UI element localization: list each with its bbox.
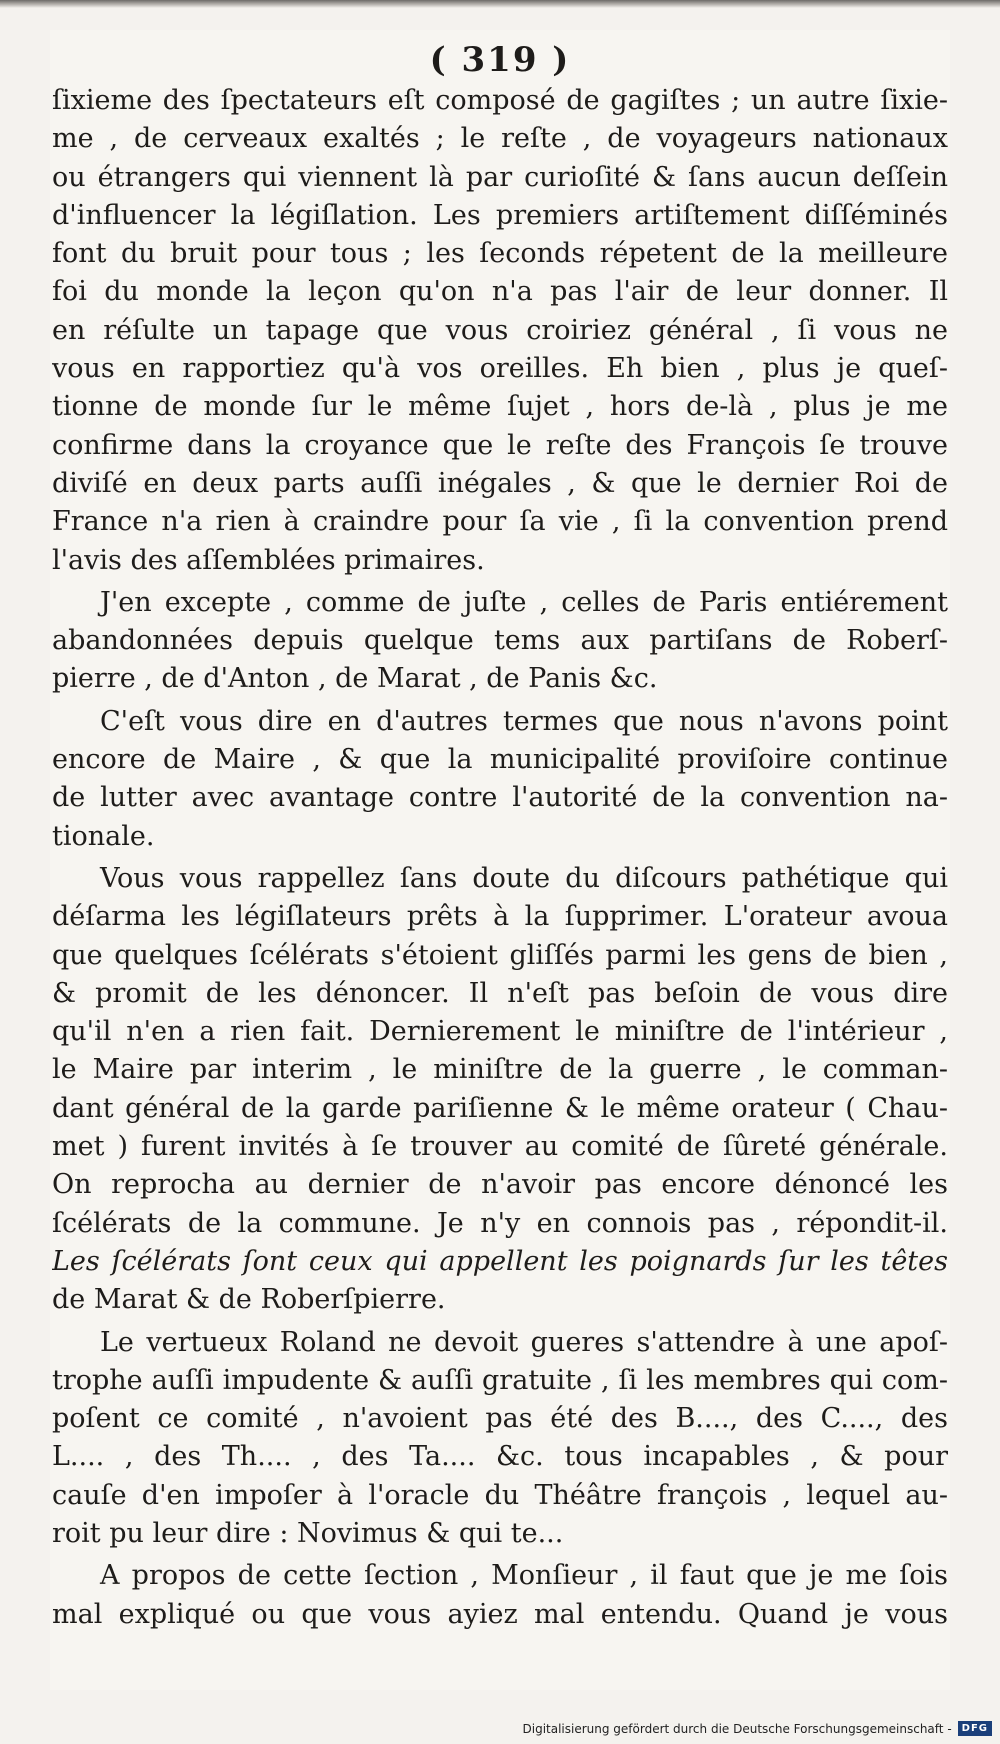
text-line: le Maire par interim , le miniſtre de la guerre , le comman- bbox=[52, 1054, 948, 1086]
text-line: ſcélérats de la commune. Je n'y en connois pas , répondit-il. bbox=[52, 1207, 948, 1239]
text-line: en réſulte un tapage que vous croiriez général , ſi vous ne bbox=[52, 314, 948, 346]
text-line: ſixieme des ſpectateurs eſt composé de gagiſtes ; un autre ſixie- bbox=[52, 85, 948, 116]
text-line: encore de Maire , & que la municipalité proviſoire continue bbox=[52, 744, 948, 776]
text-line: qu'il n'en a rien fait. Dernierement le miniſtre de l'intérieur , bbox=[52, 1016, 948, 1048]
text-line: diviſé en deux parts auſſi inégales , & que le dernier Roi de bbox=[52, 467, 948, 499]
text-line: L.... , des Th.... , des Ta.... &c. tous incapables , & pour bbox=[52, 1441, 948, 1473]
text-line: poſent ce comité , n'avoient pas été des B...., des C...., des bbox=[52, 1403, 948, 1435]
text-line: tionne de monde ſur le même ſujet , hors de-là , plus je me bbox=[52, 391, 948, 423]
text-line: C'eſt vous dire en d'autres termes que nous n'avons point bbox=[100, 705, 948, 737]
digitization-footer bbox=[523, 1721, 993, 1736]
text-line: roit pu leur dire : Novimus & qui te... bbox=[52, 1517, 564, 1549]
text-line: met ) furent invités à ſe trouver au comité de ſûreté générale. bbox=[52, 1131, 948, 1163]
text-line: Vous vous rappellez ſans doute du diſcours pathétique qui bbox=[100, 862, 948, 894]
body-text bbox=[52, 82, 948, 1634]
text-line: mal expliqué ou que vous ayiez mal entendu. Quand je vous bbox=[52, 1598, 948, 1630]
text-line: A propos de cette ſection , Monſieur , il faut que je me ſois bbox=[100, 1560, 948, 1592]
text-line: d'influencer la légiſlation. Les premiers artiſtement diſſéminés bbox=[52, 199, 948, 231]
page-number: ( 319 ) bbox=[429, 40, 571, 80]
book-page bbox=[50, 30, 950, 1690]
text-line: me , de cerveaux exaltés ; le reſte , de voyageurs nationaux bbox=[52, 123, 948, 155]
text-line: cauſe d'en impoſer à l'oracle du Théâtre françois , lequel au- bbox=[52, 1479, 948, 1511]
text-line: Le vertueux Roland ne devoit gueres s'attendre à une apoſ- bbox=[100, 1326, 948, 1358]
text-line: de Marat & de Roberſpierre. bbox=[52, 1284, 446, 1316]
text-line: ou étrangers qui viennent là par curioſité & ſans aucun deſſein bbox=[52, 161, 948, 193]
footer-credit: Digitalisierung gefördert durch die Deutsche Forschungsgemeinschaft - bbox=[522, 1721, 952, 1736]
text-line: déſarma les légiſlateurs prêts à la ſupprimer. L'orateur avoua bbox=[52, 901, 948, 933]
text-line: confirme dans la croyance que le reſte des François ſe trouve bbox=[52, 429, 948, 461]
text-line: pierre , de d'Anton , de Marat , de Panis &c. bbox=[52, 663, 658, 695]
text-line: & promit de les dénoncer. Il n'eſt pas beſoin de vous dire bbox=[52, 977, 948, 1009]
text-line: font du bruit pour tous ; les ſeconds répetent de la meilleure bbox=[52, 238, 948, 270]
text-line: vous en rapportiez qu'à vos oreilles. Eh bien , plus je queſ- bbox=[52, 353, 948, 385]
text-line: France n'a rien à craindre pour ſa vie , ſi la convention prend bbox=[52, 506, 948, 538]
text-line: l'avis des aſſemblées primaires. bbox=[52, 544, 485, 576]
text-line: tionale. bbox=[52, 820, 155, 852]
text-line: J'en excepte , comme de juſte , celles de Paris entiérement bbox=[100, 586, 948, 618]
text-line: de lutter avec avantage contre l'autorité de la convention na- bbox=[52, 782, 948, 814]
text-line: On reprocha au dernier de n'avoir pas encore dénoncé les bbox=[52, 1169, 948, 1201]
scan-edge bbox=[0, 0, 1000, 8]
dfg-logo: DFG bbox=[958, 1721, 992, 1736]
text-line: abandonnées depuis quelque tems aux partiſans de Roberſ- bbox=[52, 625, 948, 657]
text-line: foi du monde la leçon qu'on n'a pas l'air de leur donner. Il bbox=[52, 276, 948, 308]
text-line: que quelques ſcélérats s'étoient gliſſés parmi les gens de bien , bbox=[52, 939, 948, 971]
text-line: dant général de la garde pariſienne & le même orateur ( Chau- bbox=[52, 1092, 948, 1124]
text-line: Les ſcélérats ſont ceux qui appellent les poignards ſur les têtes bbox=[52, 1245, 948, 1277]
text-line: trophe auſſi impudente & auſſi gratuite , ſi les membres qui com- bbox=[52, 1364, 948, 1396]
